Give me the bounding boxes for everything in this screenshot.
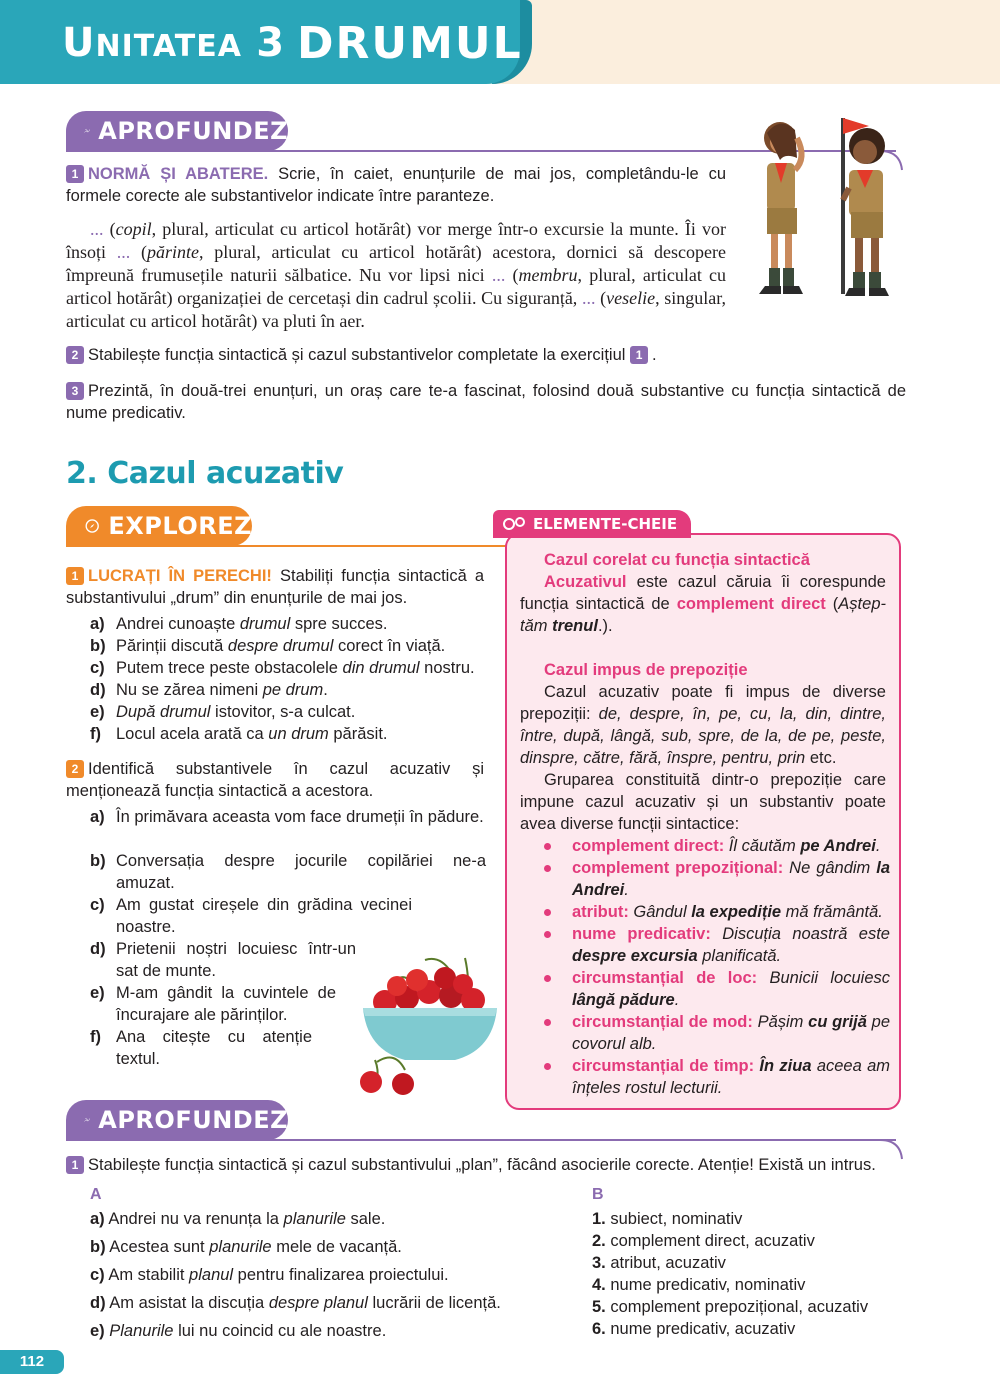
item-text-run: corect în viață. <box>333 637 446 655</box>
exercise-item <box>90 679 490 701</box>
exp-exercise-1 <box>66 565 484 609</box>
bullet-example: cu grijă <box>808 1013 867 1031</box>
item-letter: a) <box>90 808 105 826</box>
page-number: 112 <box>0 1350 64 1374</box>
passage-text: veselie <box>606 288 656 308</box>
ap1-exercise-3 <box>66 380 906 424</box>
row-number: 4. <box>592 1276 606 1294</box>
row-letter: c) <box>90 1266 105 1284</box>
exercise-item <box>90 806 490 850</box>
exp-exercise-2 <box>66 758 484 802</box>
row-text-run: planurile <box>283 1210 346 1228</box>
row-text: atribut, acuzativ <box>605 1254 726 1272</box>
section-title: 2. Cazul acuzativ <box>66 456 344 491</box>
aprofundez-tab: APROFUNDEZ <box>66 111 288 151</box>
item-text-run: drumul <box>239 615 291 633</box>
bullet-text <box>572 901 890 923</box>
item-letter: f) <box>90 1028 101 1046</box>
row-text-run: Am asistat la discuția <box>105 1294 269 1312</box>
column-a-label: A <box>90 1186 102 1203</box>
bullet-dot-icon <box>544 975 551 982</box>
unit-label: UNITATEA 3 <box>62 20 286 66</box>
item-letter: c) <box>90 896 105 914</box>
column-a-row <box>90 1236 560 1258</box>
exercise-item <box>90 613 490 635</box>
item-text: Prietenii noștri locuiesc într-un sat de munte. <box>116 940 356 980</box>
item-text <box>116 723 388 745</box>
item-text-run: pe drum <box>262 681 324 699</box>
exercise-item <box>90 657 490 679</box>
item-text-run: Putem trece peste obstacolele <box>116 659 343 677</box>
row-number: 1. <box>592 1210 606 1228</box>
item-letter: a) <box>90 615 105 633</box>
bullet-example: mă frământă. <box>781 903 883 921</box>
bullet-term: complement direct: <box>572 837 725 855</box>
item-letter: d) <box>90 940 106 958</box>
row-text-run: sale. <box>345 1210 386 1228</box>
bullet-example: aceea am înțeles rostul lecturii. <box>572 1057 891 1097</box>
item-text-run: istovitor, s-a culcat. <box>210 703 356 721</box>
blank-placeholder: ... <box>90 219 110 239</box>
exercise-item <box>90 723 490 745</box>
exercise-ref: 1 <box>630 346 648 364</box>
item-text-run: un drum <box>268 725 329 743</box>
passage-text: ( <box>130 242 148 262</box>
row-text-run: pentru finalizarea proiectului. <box>233 1266 449 1284</box>
column-a-row <box>90 1320 560 1342</box>
row-number: 5. <box>592 1298 606 1316</box>
exercise-text: Prezintă, în două-trei enunțuri, un oraș care te-a fascinat, folosind două substantive cu funcția sintactică de nume predicativ. <box>66 382 906 422</box>
item-text-run: nostru. <box>419 659 475 677</box>
item-text-run: din drumul <box>342 659 420 677</box>
item-letter: e) <box>90 984 105 1002</box>
key-elements-tab: ELEMENTE-CHEIE <box>493 510 691 538</box>
item-text <box>116 679 328 701</box>
scouts-illustration-icon <box>745 108 915 308</box>
exercise-text: Stabilește funcția sintactică și cazul substantivului „plan”, făcând asocierile corecte. Atenție! Există un intrus. <box>88 1156 876 1174</box>
row-text-run: despre planul <box>268 1294 368 1312</box>
row-letter: d) <box>90 1294 106 1312</box>
bullet-dot-icon <box>544 1063 551 1070</box>
item-text-run: părăsit. <box>328 725 388 743</box>
exercise-number: 2 <box>66 760 84 778</box>
item-letter: c) <box>90 659 105 677</box>
exercise-number: 2 <box>66 346 84 364</box>
writing-hand-icon <box>84 1106 90 1134</box>
bullet-text <box>572 1011 890 1055</box>
bullet-dot-icon <box>544 865 551 872</box>
item-text: Conversația despre jocurile copilăriei ne-a amuzat. <box>116 852 486 892</box>
row-text-run: Andrei nu va renunța la <box>104 1210 284 1228</box>
bullet-example: pe Andrei <box>800 837 876 855</box>
item-text: Ana citește cu atenție textul. <box>116 1028 312 1068</box>
bullet-example: la expediție <box>691 903 782 921</box>
row-number: 6. <box>592 1320 606 1338</box>
bullet-example: la Andrei <box>572 859 890 899</box>
key-heading-1: Cazul corelat cu funcția sintactică <box>544 551 810 569</box>
bullet-example: Pășim <box>752 1013 809 1031</box>
row-text: nume predicativ, nominativ <box>605 1276 806 1294</box>
bullet-example: pe covorul alb. <box>572 1013 891 1053</box>
bullet-dot-icon <box>544 909 551 916</box>
bullet-example: În ziua <box>759 1057 812 1075</box>
item-text: M-am gândit la cuvintele de încurajare ale părinților. <box>116 984 336 1024</box>
bullet-example: lângă pădure <box>572 991 675 1009</box>
exercise-number: 1 <box>66 165 84 183</box>
row-text-run: lui nu coincid cu ale noastre. <box>173 1322 387 1340</box>
column-b-row <box>592 1318 912 1340</box>
item-letter: f) <box>90 725 101 743</box>
bullet-term: circumstanțial de mod: <box>572 1013 753 1031</box>
cherries-bowl-icon <box>355 950 505 1100</box>
column-a-row <box>90 1292 560 1314</box>
row-letter: b) <box>90 1238 106 1256</box>
bullet-example: . <box>624 881 629 899</box>
item-text-run: Părinții discută <box>116 637 228 655</box>
blank-placeholder: ... <box>491 265 506 285</box>
bullet-text <box>572 1055 890 1099</box>
gears-icon <box>501 515 527 533</box>
item-text-run: Locul acela arată ca <box>116 725 269 743</box>
column-b-row <box>592 1296 912 1318</box>
blank-placeholder: ... <box>581 288 596 308</box>
exercise-lead: LUCRAȚI ÎN PERECHI! <box>88 567 272 585</box>
passage-text: ( <box>595 288 607 308</box>
unit-title: DRUMUL <box>297 18 523 69</box>
row-text-run: lucrării de licență. <box>367 1294 501 1312</box>
item-text <box>116 613 388 635</box>
row-text-run: Acestea sunt <box>105 1238 210 1256</box>
column-a-row <box>90 1208 560 1230</box>
row-number: 3. <box>592 1254 606 1272</box>
row-text-run: planul <box>189 1266 234 1284</box>
key-heading-2: Cazul impus de prepoziție <box>544 661 748 679</box>
bullet-example: Îl căutăm <box>724 837 801 855</box>
column-b-label: B <box>592 1186 604 1203</box>
column-b-row <box>592 1252 912 1274</box>
exercise-text: Stabilește funcția sintactică și cazul substantivelor completate la exercițiul <box>88 346 626 364</box>
exercise-number: 1 <box>66 1156 84 1174</box>
item-letter: e) <box>90 703 105 721</box>
passage-text: părinte <box>147 242 200 262</box>
exercise-item <box>90 1026 316 1070</box>
key-paragraph-2: Cazul acuzativ poate fi impus de diverse prepoziții: de, despre, în, pe, cu, la, din, dintre, între, după, lângă, sub, spre, de la, de pe, peste, dinspre, către, fără, înspre, pentru, prin etc. <box>520 683 887 767</box>
item-letter: b) <box>90 637 106 655</box>
bullet-term: circumstanțial de timp: <box>572 1057 755 1075</box>
bullet-term: complement prepozițional: <box>572 859 784 877</box>
bullet-dot-icon <box>544 843 551 850</box>
exercise-item <box>90 701 490 723</box>
row-text-run: mele de vacanță. <box>271 1238 402 1256</box>
passage-text: ( <box>505 265 519 285</box>
item-text <box>116 635 445 657</box>
item-text-run: despre drumul <box>227 637 334 655</box>
exercise-text: Identifică substantivele în cazul acuzativ și menționează funcția sintactică a acestora. <box>66 760 484 800</box>
item-text: Am gustat cireșele din grădina vecinei noastre. <box>116 896 412 936</box>
bullet-term: atribut: <box>572 903 629 921</box>
exercise-item <box>90 894 416 938</box>
bullet-text <box>572 967 890 1011</box>
compass-icon <box>84 511 100 541</box>
writing-hand-icon <box>84 117 90 145</box>
item-text-run: spre succes. <box>290 615 388 633</box>
row-text: subiect, nominativ <box>605 1210 743 1228</box>
ap2-exercise-1 <box>66 1154 906 1176</box>
bullet-text <box>572 923 890 967</box>
bullet-text <box>572 857 890 901</box>
passage-text: membru <box>518 265 578 285</box>
bullet-example: Ne gândim <box>783 859 877 877</box>
bullet-example: planificată. <box>697 947 782 965</box>
passage-text: , plural, articulat cu articol hotărât) acestora, dornici să descopere împreună frumusețile naturii sălbatice. Nu vor lipsi nici <box>66 242 727 285</box>
blank-placeholder: ... <box>116 242 131 262</box>
exercise-item <box>90 938 360 982</box>
exercise-number: 3 <box>66 382 84 400</box>
passage-text: , plural, articulat cu articol hotărât) organizației de cercetași din cadrul școlii. Cu siguranță, <box>66 265 726 308</box>
bullet-example: despre excursia <box>572 947 698 965</box>
exercise-text: Scrie, în caiet, enunțurile de mai jos, completându-le cu formele corecte ale substantivelor indicate între paranteze. <box>66 165 726 205</box>
item-text: În primăvara aceasta vom face drumeții în pădure. <box>116 808 484 826</box>
item-letter: b) <box>90 852 106 870</box>
bullet-term: nume predicativ: <box>572 925 711 943</box>
row-text: nume predicativ, acuzativ <box>605 1320 796 1338</box>
bullet-example: Discuția noastră este <box>710 925 890 943</box>
passage-text: copil <box>115 219 152 239</box>
bullet-example: . <box>875 837 881 855</box>
bullet-example: Bunicii locuiesc <box>757 969 890 987</box>
row-text-run: planurile <box>209 1238 272 1256</box>
bullet-text <box>572 835 890 857</box>
explorez-tab: EXPLOREZ <box>66 506 252 546</box>
exercise-end: . <box>652 346 657 364</box>
passage-text: , singular, articulat cu articol hotărât) va pluti în aer. <box>66 288 726 331</box>
bullet-dot-icon <box>544 931 551 938</box>
exercise-number: 1 <box>66 567 84 585</box>
exercise-text: Stabiliți funcția sintactică a substantivului „drum” din enunțurile de mai jos. <box>66 567 484 607</box>
aprofundez-tab-2: APROFUNDEZ <box>66 1100 288 1140</box>
column-a-row <box>90 1264 560 1286</box>
ap1-exercise-2 <box>66 344 906 366</box>
item-text-run: Andrei cunoaște <box>116 615 240 633</box>
item-text-run: După drumul <box>116 703 211 721</box>
key-paragraph-1: Acuzativul este cazul căruia îi corespunde funcția sintactică de complement direct (Aștep-tăm trenul.). <box>520 573 886 635</box>
bullet-example: . <box>674 991 680 1009</box>
row-text-run: Am stabilit <box>104 1266 190 1284</box>
ap1-passage <box>66 218 726 333</box>
bullet-dot-icon <box>544 1019 551 1026</box>
exercise-item <box>90 982 340 1026</box>
item-text-run: . <box>323 681 328 699</box>
item-text-run: Nu se zărea nimeni <box>116 681 263 699</box>
key-paragraph-3: Gruparea constituită dintr-o prepoziție care impune cazul acuzativ și un substantiv poate avea diverse funcții sintactice: <box>520 771 886 833</box>
passage-text: ( <box>109 219 116 239</box>
passage-text: , plural, articulat cu articol hotărât) vor merge într-o excursie la munte. Îi vor însoți <box>66 219 726 262</box>
ap1-exercise-1 <box>66 163 726 207</box>
row-letter: e) <box>90 1322 105 1340</box>
bullet-example: Gândul <box>628 903 692 921</box>
column-b-row <box>592 1230 912 1252</box>
item-letter: d) <box>90 681 106 699</box>
item-text <box>116 657 475 679</box>
exercise-item <box>90 850 490 894</box>
row-letter: a) <box>90 1210 105 1228</box>
item-text <box>116 701 355 723</box>
row-number: 2. <box>592 1232 606 1250</box>
column-b-row <box>592 1208 912 1230</box>
exercise-lead: NORMĂ ȘI ABATERE. <box>88 165 269 183</box>
bullet-term: circumstanțial de loc: <box>572 969 758 987</box>
row-text: complement direct, acuzativ <box>605 1232 815 1250</box>
column-b-row <box>592 1274 912 1296</box>
row-text-run: Planurile <box>109 1322 174 1340</box>
exercise-item <box>90 635 490 657</box>
row-text: complement prepozițional, acuzativ <box>605 1298 869 1316</box>
